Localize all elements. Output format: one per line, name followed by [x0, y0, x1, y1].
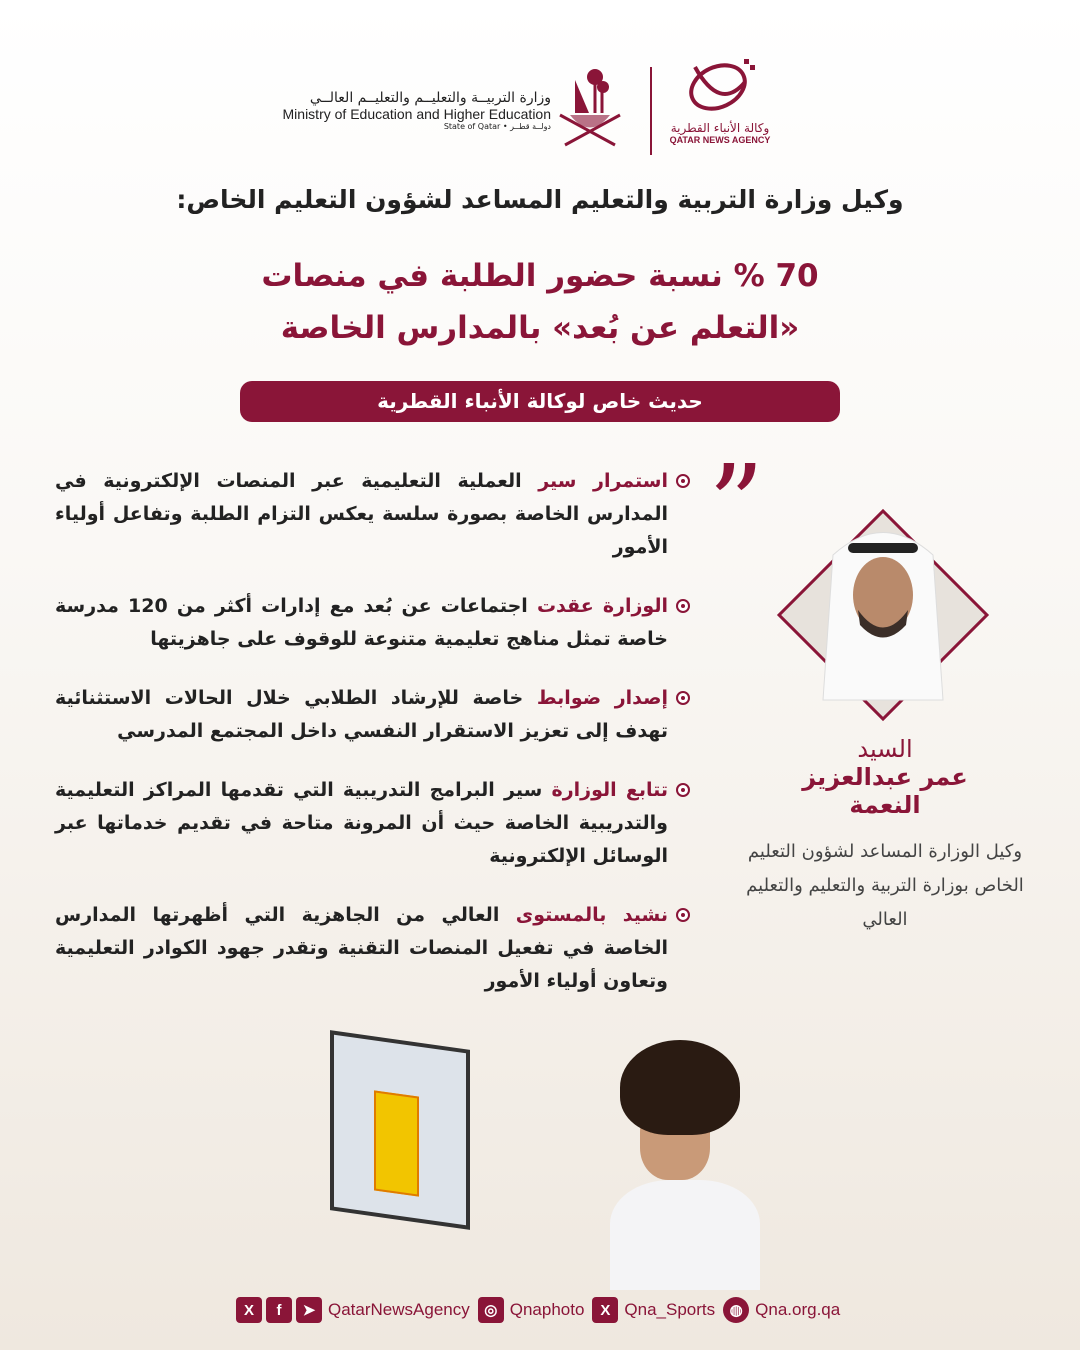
logo-divider	[650, 67, 652, 155]
x-icon[interactable]: X	[236, 1297, 262, 1323]
qna-name-ar: وكالة الأنباء القطرية	[670, 121, 770, 135]
list-item	[55, 899, 690, 998]
bullet-icon	[676, 908, 690, 922]
headline-line-1: 70 % نسبة حضور الطلبة في منصات	[261, 258, 819, 294]
social-handle-photo[interactable]: Qnaphoto	[509, 1300, 585, 1319]
kicker-title: وكيل وزارة التربية والتعليم المساعد لشؤون التعليم الخاص:	[176, 185, 904, 214]
point-text: خاصة للإرشاد الطلابي خلال الحالات الاستثنائية تهدف إلى تعزيز الاستقرار النفسي داخل المجتمع المدرسي	[55, 687, 668, 742]
list-item	[55, 590, 690, 656]
qna-name-en: QATAR NEWS AGENCY	[669, 135, 771, 145]
monitor-screen	[374, 1090, 419, 1196]
person-title: السيد	[857, 735, 913, 763]
quote-mark-icon: ”	[708, 441, 765, 569]
portrait-figure	[818, 515, 948, 705]
social-footer	[236, 1296, 844, 1324]
list-item	[55, 465, 690, 564]
person-name: عمر عبدالعزيز النعمة	[802, 763, 968, 819]
person-role: وكيل الوزارة المساعد لشؤون التعليم الخاص بوزارة التربية والتعليم والتعليم العالي	[746, 841, 1024, 930]
list-item	[55, 682, 690, 748]
state-of-qatar: State of Qatar • دولــة قطــر	[443, 122, 551, 131]
student-photo	[320, 1030, 800, 1290]
social-handle-sports[interactable]: Qna_Sports	[624, 1300, 716, 1319]
point-highlight: إصدار ضوابط	[536, 687, 668, 709]
website-link[interactable]: Qna.org.qa	[755, 1300, 841, 1319]
headline-line-2: «التعلم عن بُعد» بالمدارس الخاصة	[280, 310, 800, 346]
bullet-icon	[676, 474, 690, 488]
bullet-icon	[676, 691, 690, 705]
instagram-icon[interactable]: ◎	[478, 1297, 504, 1323]
interview-banner: حديث خاص لوكالة الأنباء القطرية	[240, 381, 840, 422]
qna-logo-icon	[680, 57, 760, 117]
social-handle-main[interactable]: QatarNewsAgency	[328, 1300, 470, 1319]
headline	[0, 250, 1080, 354]
qatar-emblem-icon	[555, 65, 625, 150]
key-points-list	[55, 465, 690, 1024]
point-text: العملية التعليمية عبر المنصات الإلكترونية في المدارس الخاصة بصورة سلسة يعكس التزام الطلبة وتفاعل أولياء الأمور	[55, 470, 668, 558]
computer-monitor	[330, 1030, 470, 1230]
telegram-icon[interactable]: ➤	[296, 1297, 322, 1323]
student-figure	[610, 1040, 760, 1290]
point-text: اجتماعات عن بُعد مع إدارات أكثر من 120 مدرسة خاصة تمثل مناهج تعليمية متنوعة للوقوف على جاهزيتها	[55, 595, 668, 650]
globe-icon[interactable]: ◍	[723, 1297, 749, 1323]
ministry-logo-text	[266, 90, 551, 131]
list-item	[55, 774, 690, 873]
person-info	[746, 735, 1024, 937]
point-text: العالي من الجاهزية التي أظهرتها المدارس الخاصة في تفعيل المنصات التقنية وتقدر جهود الكوادر التعليمية وتعاون أولياء الأمور	[55, 904, 668, 992]
qna-logo	[660, 57, 780, 145]
point-highlight: استمرار سير	[538, 470, 668, 492]
bullet-icon	[676, 599, 690, 613]
x-icon[interactable]: X	[592, 1297, 618, 1323]
facebook-icon[interactable]: f	[266, 1297, 292, 1323]
point-highlight: الوزارة عقدت	[536, 595, 668, 617]
header-logos	[260, 55, 800, 155]
point-highlight: تتابع الوزارة	[551, 779, 668, 801]
bullet-icon	[676, 783, 690, 797]
ministry-name-ar: وزارة التربيــة والتعليــم والتعليــم العالــي	[309, 90, 551, 106]
ministry-name-en: Ministry of Education and Higher Education	[282, 106, 551, 122]
point-highlight: نشيد بالمستوى	[515, 904, 669, 926]
point-text: سير البرامج التدريبية التي تقدمها المراكز التعليمية والتدريبية الخاصة حيث أن المرونة متاحة في تقديم خدماتها عبر الوسائل الإلكترونية	[55, 779, 668, 867]
